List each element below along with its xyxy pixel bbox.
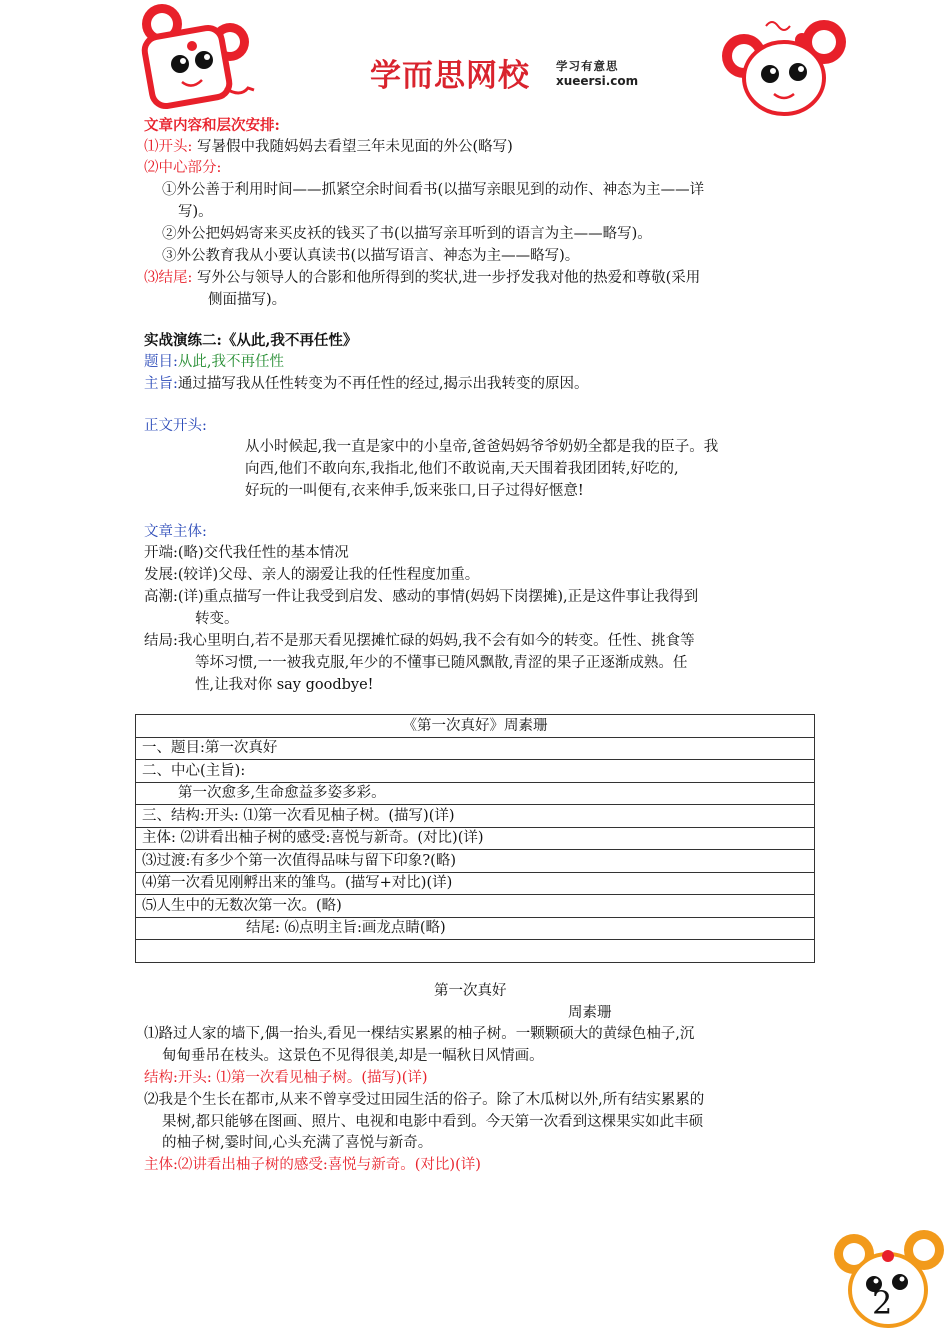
body-develop: 发展:(较详)父母、亲人的溺爱让我的任性程度加重。 bbox=[144, 567, 480, 583]
practice-heading: 实战演练二:《从此,我不再任性》 bbox=[144, 332, 358, 349]
brand-url: xueersi.com bbox=[556, 74, 639, 88]
outline-item-2: ②外公把妈妈寄来买皮袄的钱买了书(以描写亲耳听到的语言为主——略写)。 bbox=[162, 226, 652, 242]
table-row bbox=[136, 737, 815, 760]
essay-note-1: 结构:开头: ⑴第一次看见柚子树。(描写)(详) bbox=[144, 1070, 428, 1086]
practice-theme bbox=[144, 374, 589, 394]
essay-author: 周素珊 bbox=[568, 1005, 612, 1021]
body-end-b: 等坏习惯,一一被我克服,年少的不懂事已随风飘散,青涩的果子正逐渐成熟。任 bbox=[195, 655, 688, 671]
structure-table bbox=[135, 714, 815, 963]
opening-label: ⑴开头: bbox=[144, 139, 193, 155]
opening-text: 写暑假中我随妈妈去看望三年未见面的外公(略写) bbox=[197, 139, 513, 155]
table-cell: 结尾: ⑹点明主旨:画龙点睛(略) bbox=[136, 917, 815, 940]
page-number: 2 bbox=[872, 1284, 893, 1322]
topic-value: 从此,我不再任性 bbox=[177, 354, 284, 370]
body-climax-a: 高潮:(详)重点描写一件让我受到启发、感动的事情(妈妈下岗摆摊),正是这件事让我得到 bbox=[144, 589, 699, 605]
intro-line-2: 向西,他们不敢向东,我指北,他们不敢说南,天天围着我团团转,好吃的, bbox=[245, 461, 679, 477]
table-cell: 二、中心(主旨): bbox=[136, 760, 815, 783]
essay-note-2: 主体:⑵讲看出柚子树的感受:喜悦与新奇。(对比)(详) bbox=[144, 1157, 481, 1173]
brand-slogan: 学习有意思 bbox=[556, 59, 619, 73]
table-cell: 三、结构:开头: ⑴第一次看见柚子树。(描写)(详) bbox=[136, 805, 815, 828]
table-cell: 《第一次真好》周素珊 bbox=[136, 715, 815, 738]
outline-opening bbox=[144, 137, 513, 157]
practice-topic bbox=[144, 352, 284, 372]
table-row bbox=[136, 895, 815, 918]
ending-label: ⑶结尾: bbox=[144, 270, 193, 286]
mascot-right-icon bbox=[712, 12, 852, 120]
table-cell: ⑶过渡:有多少个第一次值得品味与留下印象?(略) bbox=[136, 850, 815, 873]
table-cell: 主体: ⑵讲看出柚子树的感受:喜悦与新奇。(对比)(详) bbox=[136, 827, 815, 850]
table-cell bbox=[136, 940, 815, 963]
table-row bbox=[136, 872, 815, 895]
outline-item-1b: 写)。 bbox=[178, 204, 213, 220]
topic-label: 题目: bbox=[144, 354, 178, 370]
outline-ending bbox=[144, 268, 700, 288]
body-start: 开端:(略)交代我任性的基本情况 bbox=[144, 545, 349, 561]
body-end-c: 性,让我对你 say goodbye! bbox=[195, 677, 374, 693]
table-cell: ⑸人生中的无数次第一次。(略) bbox=[136, 895, 815, 918]
essay-p2-b: 果树,都只能够在图画、照片、电视和电影中看到。今天第一次看到这棵果实如此丰硕 bbox=[162, 1114, 704, 1130]
table-row bbox=[136, 917, 815, 940]
table-cell: ⑷第一次看见刚孵出来的雏鸟。(描写+对比)(详) bbox=[136, 872, 815, 895]
table-row bbox=[136, 760, 815, 783]
table-row bbox=[136, 715, 815, 738]
essay-p2-c: 的柚子树,霎时间,心头充满了喜悦与新奇。 bbox=[162, 1135, 433, 1151]
intro-label: 正文开头: bbox=[144, 418, 207, 434]
intro-line-3: 好玩的一叫便有,衣来伸手,饭来张口,日子过得好惬意! bbox=[245, 483, 584, 499]
essay-title: 第一次真好 bbox=[434, 983, 507, 999]
body-climax-b: 转变。 bbox=[195, 611, 239, 627]
table-cell: 一、题目:第一次真好 bbox=[136, 737, 815, 760]
table-cell: 第一次愈多,生命愈益多姿多彩。 bbox=[136, 782, 815, 805]
body-label: 文章主体: bbox=[144, 524, 207, 540]
outline-item-1a: ①外公善于利用时间——抓紧空余时间看书(以描写亲眼见到的动作、神态为主——详 bbox=[162, 182, 705, 198]
intro-line-1: 从小时候起,我一直是家中的小皇帝,爸爸妈妈爷爷奶奶全都是我的臣子。我 bbox=[245, 439, 719, 455]
table-row bbox=[136, 827, 815, 850]
outline-ending-b: 侧面描写)。 bbox=[208, 292, 287, 308]
table-row bbox=[136, 805, 815, 828]
outline-center-label: ⑵中心部分: bbox=[144, 160, 222, 176]
essay-p2-a: ⑵我是个生长在都市,从来不曾享受过田园生活的俗子。除了木瓜树以外,所有结实累累的 bbox=[144, 1092, 705, 1108]
table-row bbox=[136, 940, 815, 963]
theme-label: 主旨: bbox=[144, 376, 178, 392]
ending-text-a: 写外公与领导人的合影和他所得到的奖状,进一步抒发我对他的热爱和尊敬(采用 bbox=[197, 270, 701, 286]
brand-logo: 学而思网校 bbox=[370, 58, 530, 94]
essay-p1-b: 甸甸垂吊在枝头。这景色不见得很美,却是一幅秋日风情画。 bbox=[162, 1048, 544, 1064]
body-end-a: 结局:我心里明白,若不是那天看见摆摊忙碌的妈妈,我不会有如今的转变。任性、挑食等 bbox=[144, 633, 695, 649]
outline-title: 文章内容和层次安排: bbox=[144, 117, 280, 134]
theme-value: 通过描写我从任性转变为不再任性的经过,揭示出我转变的原因。 bbox=[177, 376, 589, 392]
outline-item-3: ③外公教育我从小要认真读书(以描写语言、神态为主——略写)。 bbox=[162, 248, 580, 264]
table-row bbox=[136, 850, 815, 873]
essay-p1-a: ⑴路过人家的墙下,偶一抬头,看见一棵结实累累的柚子树。一颗颗硕大的黄绿色柚子,沉 bbox=[144, 1026, 695, 1042]
mascot-left-icon bbox=[130, 2, 260, 110]
table-row bbox=[136, 782, 815, 805]
